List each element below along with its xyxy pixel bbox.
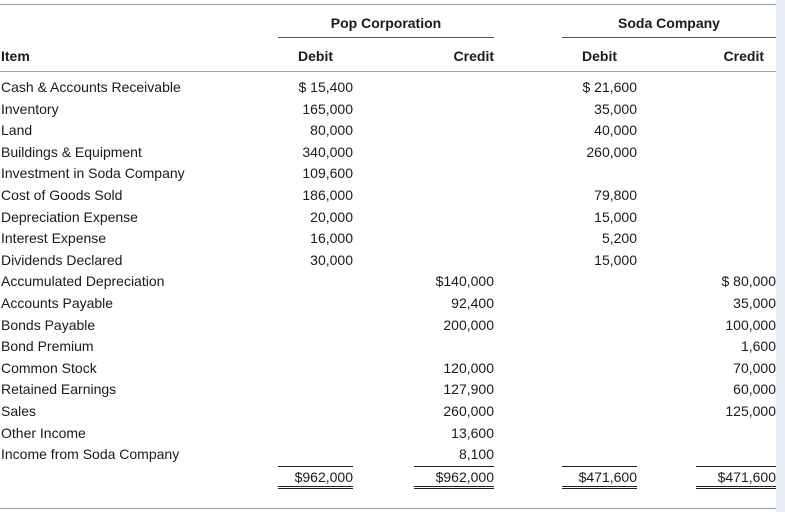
soda-debit-total: $471,600 xyxy=(562,466,637,489)
soda-credit-total: $471,600 xyxy=(696,466,776,489)
soda-credit-header: Credit xyxy=(723,48,764,64)
row-pop-debit: 20,000 xyxy=(310,208,353,225)
row-pop-credit: $140,000 xyxy=(435,273,494,290)
row-pop-debit: 16,000 xyxy=(310,230,353,247)
bottom-rule xyxy=(0,508,776,509)
company-header-pop: Pop Corporation xyxy=(330,15,442,31)
row-pop-credit: 8,100 xyxy=(458,446,494,463)
row-soda-credit: 1,600 xyxy=(740,338,776,355)
row-soda-credit: 35,000 xyxy=(733,295,776,311)
row-soda-debit: 15,000 xyxy=(594,251,637,268)
row-item: Accumulated Depreciation xyxy=(1,273,165,290)
row-item: Common Stock xyxy=(1,359,97,376)
pop-debit-total: $962,000 xyxy=(278,466,353,489)
top-rule xyxy=(0,4,776,5)
row-soda-debit: 40,000 xyxy=(594,122,637,139)
row-item: Cash & Accounts Receivable xyxy=(1,79,181,95)
row-soda-credit: 60,000 xyxy=(733,381,776,398)
row-soda-credit: 70,000 xyxy=(733,359,776,376)
header-bottom-rule xyxy=(0,71,776,72)
row-pop-debit: 80,000 xyxy=(310,122,353,139)
row-soda-debit: $ 21,600 xyxy=(582,79,637,95)
row-item: Depreciation Expense xyxy=(1,208,138,225)
row-pop-credit: 120,000 xyxy=(443,359,494,376)
row-pop-credit: 92,400 xyxy=(451,295,494,311)
row-item: Accounts Payable xyxy=(1,295,114,311)
row-item: Land xyxy=(1,122,33,139)
row-item: Interest Expense xyxy=(1,230,107,247)
pop-debit-header: Debit xyxy=(298,48,333,64)
pop-credit-header: Credit xyxy=(453,48,494,64)
pop-credit-total: $962,000 xyxy=(414,466,494,489)
row-item: Sales xyxy=(1,403,37,419)
row-soda-debit: 79,800 xyxy=(594,187,637,203)
row-soda-debit: 260,000 xyxy=(586,143,637,160)
item-column-header: Item xyxy=(1,48,30,64)
row-pop-debit: $ 15,400 xyxy=(298,79,353,95)
row-soda-credit: 125,000 xyxy=(725,403,776,419)
pop-header-underline xyxy=(278,37,494,38)
soda-debit-header: Debit xyxy=(582,48,617,64)
soda-header-underline xyxy=(562,37,776,38)
right-margin-strip xyxy=(776,0,785,512)
row-item: Inventory xyxy=(1,100,59,117)
row-item: Retained Earnings xyxy=(1,381,117,398)
row-item: Income from Soda Company xyxy=(1,446,180,463)
row-item: Other Income xyxy=(1,424,86,441)
row-item: Investment in Soda Company xyxy=(1,165,185,182)
row-pop-debit: 186,000 xyxy=(302,187,353,203)
row-pop-credit: 260,000 xyxy=(443,403,494,419)
row-item: Bond Premium xyxy=(1,338,94,355)
row-soda-credit: 100,000 xyxy=(725,316,776,333)
row-item: Buildings & Equipment xyxy=(1,143,142,160)
row-pop-debit: 30,000 xyxy=(310,251,353,268)
row-pop-debit: 165,000 xyxy=(302,100,353,117)
row-pop-credit: 200,000 xyxy=(443,316,494,333)
row-item: Bonds Payable xyxy=(1,316,96,333)
row-pop-debit: 109,600 xyxy=(302,165,353,182)
row-pop-debit: 340,000 xyxy=(302,143,353,160)
row-item: Cost of Goods Sold xyxy=(1,187,123,203)
row-item: Dividends Declared xyxy=(1,251,123,268)
row-pop-credit: 127,900 xyxy=(443,381,494,398)
row-soda-debit: 15,000 xyxy=(594,208,637,225)
row-soda-debit: 5,200 xyxy=(601,230,637,247)
row-soda-debit: 35,000 xyxy=(594,100,637,117)
row-soda-credit: $ 80,000 xyxy=(721,273,776,290)
company-header-soda: Soda Company xyxy=(618,15,720,31)
row-pop-credit: 13,600 xyxy=(451,424,494,441)
